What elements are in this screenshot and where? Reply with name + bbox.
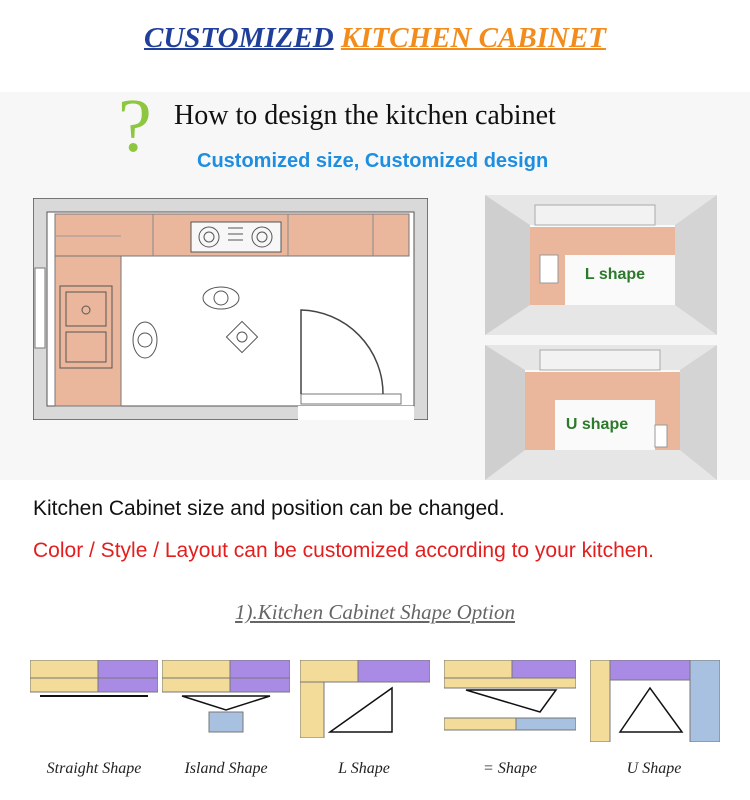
shape-label-straight: Straight Shape (46, 760, 142, 777)
shape-label-parallel: = Shape (483, 760, 537, 777)
l-shape-label: L shape (584, 266, 646, 283)
shape-label-u: U Shape (626, 760, 682, 777)
plan-window (35, 268, 45, 348)
design-heading: How to design the kitchen cabinet (174, 100, 556, 131)
note-size-position: Kitchen Cabinet size and position can be changed. (33, 497, 505, 520)
l-shape-render (485, 195, 717, 335)
shape-options-title: 1).Kitchen Cabinet Shape Option (235, 600, 515, 624)
l-shape-diagram (300, 660, 430, 738)
straight-shape-diagram (30, 660, 158, 700)
page-title (0, 22, 750, 55)
stove-icon (191, 222, 281, 252)
sink-icon (60, 286, 112, 368)
island-shape-diagram (162, 660, 290, 736)
shape-label-l: L Shape (338, 760, 390, 777)
question-mark-icon: ? (118, 84, 152, 168)
parallel-shape-diagram (444, 660, 576, 732)
shape-label-island: Island Shape (184, 760, 268, 777)
plan-wall-gap (298, 406, 414, 420)
title-kitchen-cabinet: KITCHEN CABINET (340, 22, 606, 54)
kitchen-floor-plan (33, 198, 428, 420)
person-icon-left (133, 322, 157, 358)
u-shape-label: U shape (565, 416, 629, 433)
note-customizable: Color / Style / Layout can be customized according to your kitchen. (33, 539, 654, 562)
u-shape-render (485, 345, 717, 480)
plan-wall-segment (301, 394, 401, 404)
title-customized: CUSTOMIZED (144, 22, 334, 54)
u-shape-diagram (590, 660, 720, 742)
design-subheading: Customized size, Customized design (197, 150, 549, 172)
person-icon-top (203, 287, 239, 309)
